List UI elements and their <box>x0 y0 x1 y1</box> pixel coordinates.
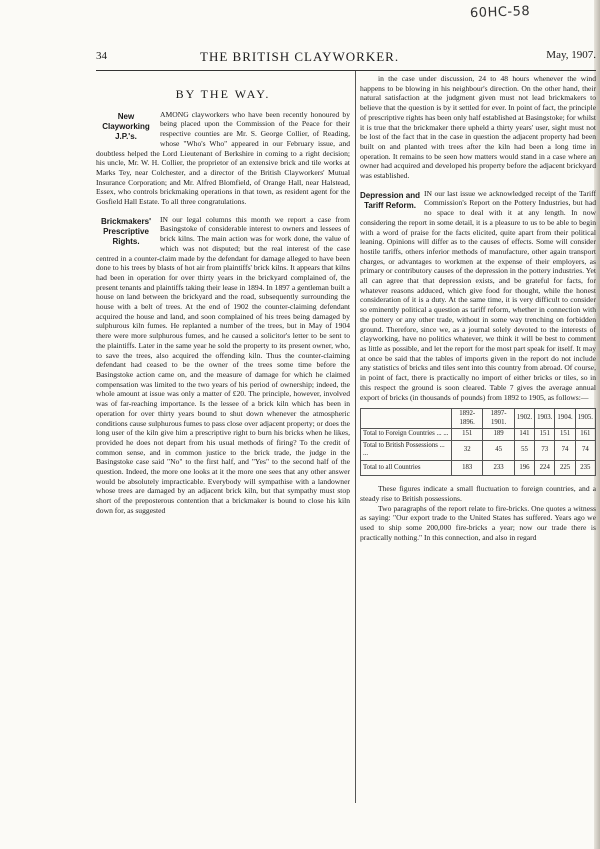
table-row <box>361 440 596 460</box>
table-cell: 161 <box>575 429 595 441</box>
paragraph-tariff-reform: IN our last issue we acknowledged receipt of the Tariff Commission's Report on the Pottery Industries, but had no space to deal with it at any length. In now considering the report in some detail, it is a pleasure to us to be able to begin with a word of praise for the facts elicited, quite apart from their political leaning. Opinions will differ as to the causes of effects. Some will consider hostile tariffs, others inferior methods of manufacture, other again transport charges, or advantages to workmen at the expense of their employers, as primary or contributory causes of the depression in the pottery industries. Yet all can agree that that depression exists, and be grateful for facts, for whatever reasons adduced, which give food for thought, while the honest consideration of it is a duty. At the same time, it is very difficult to consider so eminently political a question as tariff reform, whether in connection with the pottery or any other trade, without in some way trenching on forbidden ground. Therefore, since we, as a journal solely devoted to the interests of clayworking, have no politics whatever, we think it will be best to comment as little as possible, and let the report for the most part speak for itself. It may at once be said that the tables of imports given in the report do not include any statistics of bricks and tiles sent into this country from abroad. Of course, in point of fact, there is practically no import of either bricks or tiles, so in this respect the ground is soon cleared. Table 7 gives the average annual export of bricks (in thousands of pounds) from 1892 to 1905, as follows:— <box>360 188 596 402</box>
table-cell: 73 <box>535 440 555 460</box>
article-new-jps <box>96 110 350 207</box>
sidenote-tariff-reform: Depression and Tariff Reform. <box>360 190 421 210</box>
handwritten-annotation: 60HC-58 <box>469 3 531 22</box>
column-divider <box>355 71 356 803</box>
table-header-cell: 1905. <box>575 409 595 429</box>
table-cell: 151 <box>452 429 483 441</box>
paragraph-prescriptive-rights: IN our legal columns this month we report a case from Basingstoke of considerable interest to owners and lessees of brick kilns. The main action was for work done, the value of which was not disputed; but the real interest of the case centred in a counter-claim made by the defendant for damage alleged to have been done to his trees by blasts of hot air from plaintiffs' brick kilns. It appears that kilns had been in operation for over thirty years in the brickyard complained of, the present tenants and plaintiffs taking their lease in 1894. In 1897 a gentleman built a house on land between the brickyard and the road, subsequently surrounding the house with a belt of trees. At the end of 1902 the counter-claiming defendant acquired the house and land, and soon complained of his trees being damaged by sulphurous kiln fumes. He replanted a number of the trees, but in May of 1904 there were more sulphurous fumes, and he caused a solicitor's letter to be sent to the plaintiffs. Later in the same year he sold the property to its present owner, who, to save the trees, also acquired the offending kiln. Thus the counter-claiming defendant had ceased to be the owner of the trees some time before the Basingstoke action came on, and the measure of damage for which he claimed compensation was limited to the two years of his period of ownership; indeed, the whole amount at issue was only a matter of £20. The principle, however, involved was of far-reaching importance. Is the lessee of a brick kiln which has been in operation for over thirty years bound to shut down whenever the atmospheric conditions cause sulphurous fumes to pass close over adjacent property; or does the long user of the kiln give him a prescriptive right to burn his bricks when he likes, provided he does not depart from his usual methods of firing? To the credit of common sense, and in common justice to the brick trade, the judge in the Basingstoke case said "No" to the first half, and "Yes" to the second half of the question. Indeed, the more one looks at it the more one sees that any other answer would be absolutely impracticable. Everybody will sympathise with a landowner whose trees are damaged by an adjacent brick kiln, but that sympathy must stop short of the preposterous contention that a brickmaker is bound to close his kiln down for, as suggested <box>96 214 350 515</box>
table-cell: 233 <box>483 460 514 476</box>
header-rule <box>96 70 596 71</box>
table-cell: 183 <box>452 460 483 476</box>
table-cell: 224 <box>535 460 555 476</box>
table-cell: 189 <box>483 429 514 441</box>
table-header-cell <box>361 409 452 429</box>
table-header-cell: 1904. <box>555 409 575 429</box>
paragraph-continued: in the case under discussion, 24 to 48 hours whenever the wind happens to be blowing in his neighbour's direction. On the other hand, their natural satisfaction at the judgment given must not lead brickmakers to believe that the question is by it settled for ever. In point of fact, the principle of prescriptive rights has been only half established at Basingstoke; for whilst it is true that the brickmaker there upheld a thirty years' user, sight must not be lost of the fact that in the case in question the adjacent property had been built on and planted with trees after the kiln had been a long time in operation. It remains to be seen how matters would stand in a case where an owner had acquired and developed his property before the adjacent brickyard was established. <box>360 74 596 181</box>
article-tariff-reform <box>360 189 596 402</box>
journal-title: THE BRITISH CLAYWORKER. <box>200 49 400 64</box>
table-cell: 141 <box>514 429 534 441</box>
table-header-cell: 1902. <box>514 409 534 429</box>
sidenote-new-jps: New Clayworking J.P.'s. <box>102 111 150 141</box>
right-column <box>360 74 596 814</box>
table-row-total <box>361 460 596 476</box>
paragraph-new-jps: AMONG clayworkers who have been recently honoured by being placed upon the Commission of the Peace for their respective counties are Mr. S. George Collier, of Reading, whose "Who's Who" appeared in our February issue, and doubtless helped the Lord Lieutenant of Berkshire in coming to a right decision; his uncle, Mr. W. H. Collier, the proprietor of an extensive brick and tile works at Marks Tey, near Colchester, and a director of the British Clayworkers' Mutual Insurance Corporation; and Mr. Alfred Blomfield, of Orange Hall, near Halstead, Essex, who controls brickmaking operations in that town, as resident agent for the Gosfield Hall Estate. To all three congratulations. <box>96 109 350 207</box>
table-cell: 74 <box>555 440 575 460</box>
table-header-cell: 1897-1901. <box>483 409 514 429</box>
article-prescriptive-rights <box>96 215 350 516</box>
table-cell: 225 <box>555 460 575 476</box>
table-header-cell: 1892-1896. <box>452 409 483 429</box>
section-title: BY THE WAY. <box>175 87 271 101</box>
table-cell: 55 <box>514 440 534 460</box>
table-header-cell: 1903. <box>535 409 555 429</box>
issue-date: May, 1907. <box>546 49 596 61</box>
page-number: 34 <box>96 50 107 62</box>
left-column <box>96 74 350 810</box>
running-header <box>96 50 596 66</box>
table-cell: 151 <box>535 429 555 441</box>
table-row <box>361 429 596 441</box>
sidenote-prescriptive-rights: Brickmakers' Prescriptive Rights. <box>101 216 151 246</box>
table-header-row <box>361 409 596 429</box>
row-label: Total to all Countries <box>361 460 452 476</box>
table-cell: 235 <box>575 460 595 476</box>
table-cell: 32 <box>452 440 483 460</box>
table-cell: 196 <box>514 460 534 476</box>
table-cell: 74 <box>575 440 595 460</box>
row-label: Total to Foreign Countries ... ... <box>361 429 452 441</box>
export-table <box>360 408 596 476</box>
table-cell: 151 <box>555 429 575 441</box>
paragraph-fire-bricks: Two paragraphs of the report relate to fire-bricks. One quotes a witness as saying: "Our export trade to the United States has suffered. Years ago we used to ship some 200,000 fire-bricks a year; now our trade there is practically nothing." In this connection, and also in regard <box>360 503 596 542</box>
paragraph-figures: These figures indicate a small fluctuation to foreign countries, and a steady rise to British possessions. <box>360 484 596 503</box>
row-label: Total to British Possessions ... ... <box>361 440 452 460</box>
table-cell: 45 <box>483 440 514 460</box>
